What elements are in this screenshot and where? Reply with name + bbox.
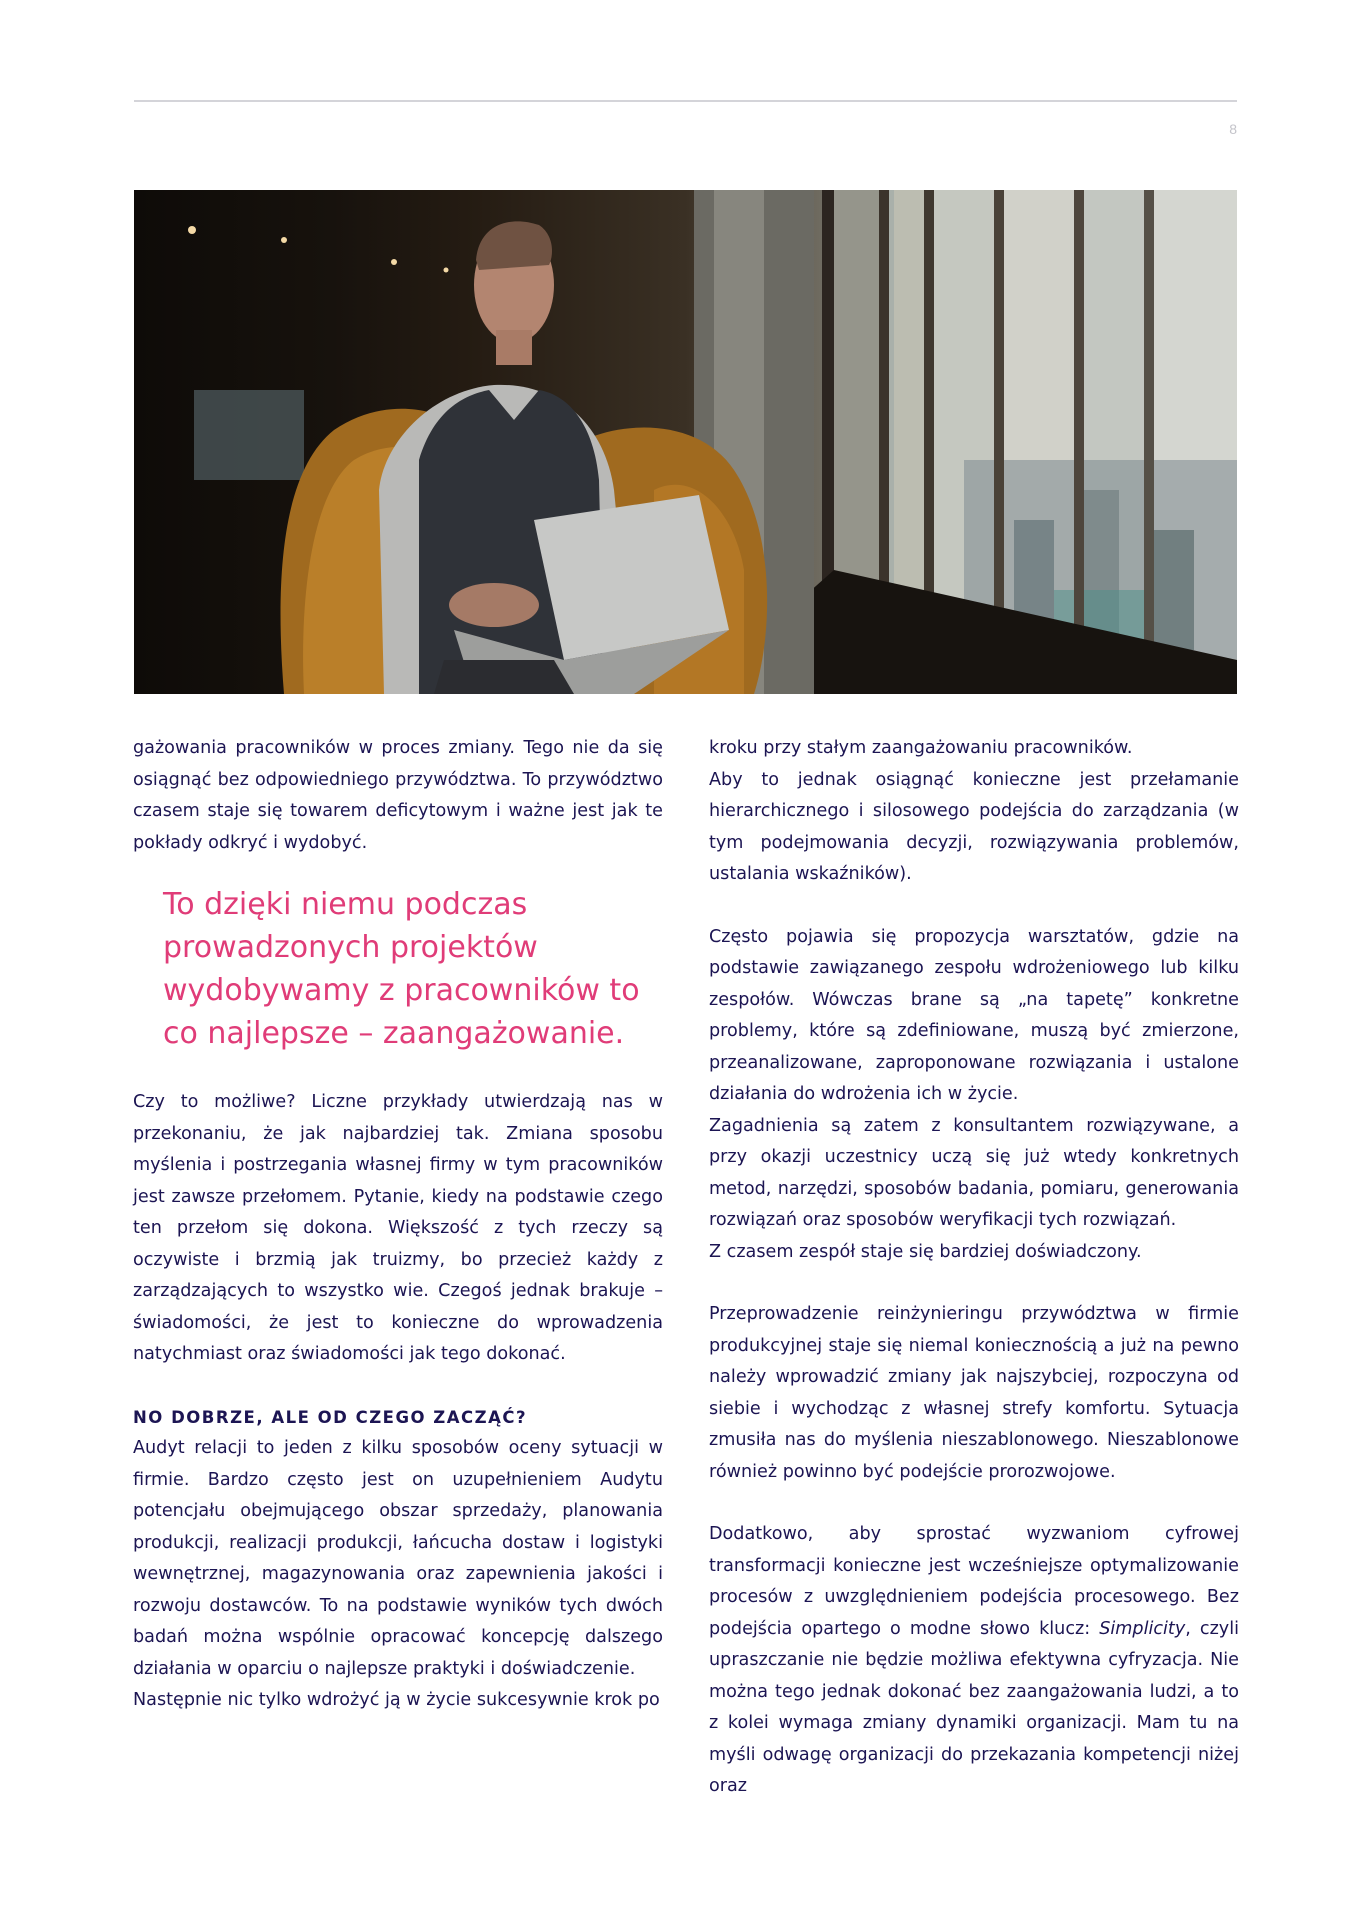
left-paragraph-4: Następnie nic tylko wdrożyć ją w życie sukcesywnie krok po <box>133 1690 660 1710</box>
page-number: 8 <box>1229 121 1237 137</box>
right-paragraph-7 <box>709 1519 1239 1803</box>
spacer <box>709 1488 1239 1519</box>
header-rule <box>134 100 1237 102</box>
left-paragraph-3: Audyt relacji to jeden z kilku sposobów oceny sytuacji w firmie. Bardzo często jest on uzupełnieniem Audytu potencjału obejmującego obszar sprzedaży, planowania produkcji, realizacji produkcji, łańcucha dostaw i logistyki wewnętrznej, magazynowania oraz zapewnienia jakości i rozwoju dostawców. To na podstawie wyników tych dwóch badań można wspólnie opracować koncepcję dalszego działania w oparciu o najlepsze praktyki i doświadczenie. <box>133 1438 663 1679</box>
right-paragraph-1: kroku przy stałym zaangażowaniu pracowników. <box>709 738 1133 758</box>
left-paragraph-1: gażowania pracowników w proces zmiany. Tego nie da się osiągnąć bez odpowiedniego przywództwa. To przywództwo czasem staje się towarem deficytowym i ważne jest jak te pokłady odkryć i wydobyć. <box>133 738 663 853</box>
text-run: Dodatkowo, aby sprostać wyzwaniom cyfrowej transformacji konieczne jest wcześniejsze optymalizowanie procesów z uwzględnieniem podejścia procesowego. Bez podejścia opartego o modne słowo klucz: <box>709 1524 1239 1639</box>
section-heading: NO DOBRZE, ALE OD CZEGO ZACZĄĆ? <box>133 1407 528 1427</box>
right-paragraph-5: Z czasem zespół staje się bardziej doświadczony. <box>709 1241 1142 1262</box>
spacer <box>709 1268 1239 1299</box>
text-run: , czyli upraszczanie nie będzie możliwa efektywna cyfryzacja. Nie można tego jednak dokonać bez zaangażowania ludzi, a to z kolei wymaga zmiany dynamiki organizacji. Mam tu na myśli odwagę organizacji do przekazania kompetencji niżej oraz <box>709 1618 1239 1796</box>
right-column <box>709 733 1239 1803</box>
hero-photo <box>134 190 1237 694</box>
left-paragraph-2: Czy to możliwe? Liczne przykłady utwierdzają nas w przekonaniu, że jak najbardziej tak. Zmiana sposobu myślenia i postrzegania własnej firmy w tym pracowników jest zawsze przełomem. Pytanie, kiedy na podstawie czego ten przełom się dokona. Większość z tych rzeczy są oczywiste i brzmią jak truizmy, bo przecież każdy z zarządzających to wszystko wie. Czegoś jednak brakuje – świadomości, że jest to konieczne do wprowadzenia natychmiast oraz świadomości jak tego dokonać. <box>133 1092 663 1364</box>
right-paragraph-2: Aby to jednak osiągnąć konieczne jest przełamanie hierarchicznego i silosowego podejścia do zarządzania (w tym podejmowania decyzji, rozwiązywania problemów, ustalania wskaźników). <box>709 769 1239 884</box>
spacer <box>133 1371 663 1402</box>
spacer <box>709 891 1239 922</box>
left-column <box>133 733 663 1717</box>
right-paragraph-4: Zagadnienia są zatem z konsultantem rozwiązywane, a przy okazji uczestnicy uczą się już wtedy konkretnych metod, narzędzi, sposobów badania, pomiaru, generowania rozwiązań oraz sposobów weryfikacji tych rozwiązań. <box>709 1115 1239 1230</box>
right-paragraph-6: Przeprowadzenie reinżynieringu przywództwa w firmie produkcyjnej staje się niemal koniecznością a już na pewno należy wprowadzić zmiany jak najszybciej, rozpoczyna od siebie i wychodząc z własnej strefy komfortu. Sytuacja zmusiła nas do myślenia nieszablonowego. Nieszablonowe również powinno być podejście prorozwojowe. <box>709 1304 1239 1482</box>
pull-quote: To dzięki niemu podczas prowadzonych projektów wydobywamy z pracowników to co najlepsze – zaangażowanie. <box>163 887 640 1051</box>
right-paragraph-3: Często pojawia się propozycja warsztatów, gdzie na podstawie zawiązanego zespołu wdrożeniowego lub kilku zespołów. Wówczas brane są „na tapetę” konkretne problemy, które są zdefiniowane, muszą być zmierzone, przeanalizowane, zaproponowane rozwiązania i ustalone działania do wdrożenia ich w życie. <box>709 926 1239 1104</box>
emphasis-keyword: Simplicity <box>1099 1618 1186 1639</box>
